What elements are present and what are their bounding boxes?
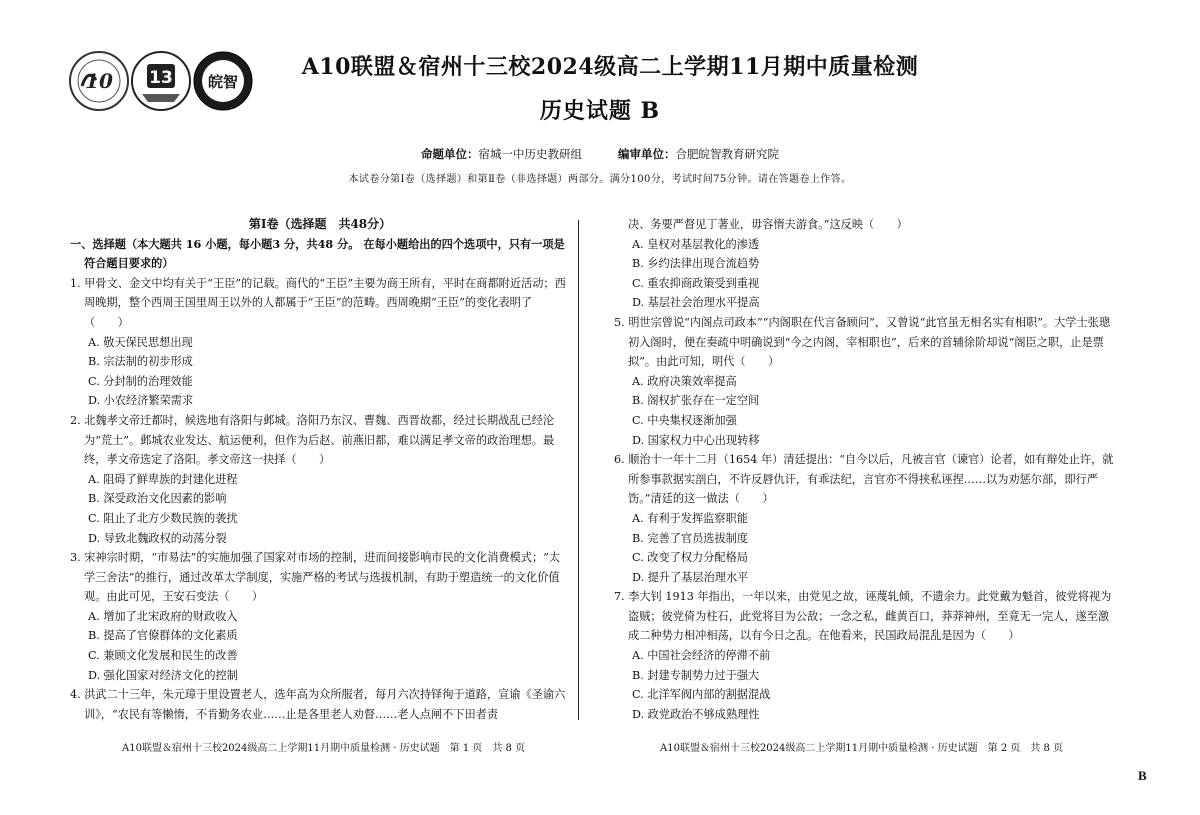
question-3-option-b: B. 提高了官僚群体的文化素质 bbox=[88, 629, 238, 643]
exam-subtitle: 历史试题 B bbox=[539, 98, 661, 124]
question-1-option-c: C. 分封制的治理效能 bbox=[88, 374, 193, 388]
svg-text:10: 10 bbox=[85, 69, 113, 93]
question-2-option-c: C. 阻止了北方少数民族的袭扰 bbox=[88, 511, 238, 525]
exam-instructions: 本试卷分第Ⅰ卷（选择题）和第Ⅱ卷（非选择题）两部分。满分100分，考试时间75分钟。请在答题卷上作答。 bbox=[348, 174, 852, 185]
question-3-option-c: C. 兼顾文化发展和民生的改善 bbox=[88, 649, 238, 663]
question-6-stem: 6. 顺治十一年十二月（1654 年）清廷提出：“自今以后，凡被言官（谏官）论者，如有辩处止许，就所参事款据实剖白，不许反唇仇讦，有乖法纪，言官亦不得挟私诬捏……以为劝惩尔部，即行严饬。”清廷的这一做法（ ） bbox=[614, 453, 1114, 506]
section-heading: 一、选择题（本大题共 16 小题，每小题3 分，共48 分。 在每小题给出的四个选项中，只有一项是符合题目要求的） bbox=[70, 236, 565, 271]
question-2-stem: 2. 北魏孝文帝迁都时，候选地有洛阳与邺城。洛阳乃东汉、曹魏、西晋故都，经过长期战乱已经沦为“荒土”。邺城农业发达、航运便利，但作为后赵、前燕旧都，难以满足孝文帝的政治理想。最终，孝文帝选定了洛阳。孝文帝这一抉择（ ） bbox=[70, 413, 555, 467]
question-5-option-c: C. 中央集权逐渐加强 bbox=[632, 413, 737, 427]
question-1-option-a: A. 敬天保民思想出现 bbox=[88, 335, 193, 349]
question-6-option-c: C. 改变了权力分配格局 bbox=[632, 551, 748, 565]
question-5-stem: 5. 明世宗曾说“内阁点司政本”“内阁职在代言备顾问”，又曾说“此官虽无相名实有相职”。大学士张璁初入阁时，便在奏疏中明确说到“今之内阁，宰相职也”，后来的首辅徐阶却说“阁臣之职，止是票拟”。由此可知，明代（ ） bbox=[614, 315, 1111, 369]
reviewer-label: 编审单位： bbox=[618, 147, 676, 161]
question-4-option-d: D. 基层社会治理水平提高 bbox=[632, 296, 760, 310]
question-1-option-b: B. 宗法制的初步形成 bbox=[88, 355, 193, 369]
question-2-option-b: B. 深受政治文化因素的影响 bbox=[88, 492, 227, 506]
question-3-option-a: A. 增加了北宋政府的财政收入 bbox=[88, 609, 238, 623]
page-2-footer: A10联盟＆宿州十三校2024级高二上学期11月期中质量检测 · 历史试题 第 2 页 共 8 页 bbox=[660, 743, 1064, 754]
page-title: A10联盟＆宿州十三校2024级高二上学期11月期中质量检测 bbox=[301, 54, 919, 80]
question-4-option-b: B. 乡约法律出现合流趋势 bbox=[632, 257, 760, 271]
question-1-stem: 1. 甲骨文、金文中均有关于“王臣”的记载。商代的“王臣”主要为商王所有，平时在商都附近活动；西周晚期，整个西周王国里周王以外的人都属于“王臣”的范畴。西周晚期“王臣”的变化表明了（ ） bbox=[70, 276, 566, 329]
question-5-option-d: D. 国家权力中心出现转移 bbox=[632, 433, 760, 447]
reviewer-name: 合肥皖智教育研究院 bbox=[675, 147, 779, 161]
compiler-name: 宿城一中历史教研组 bbox=[478, 147, 582, 161]
question-1-option-d: D. 小农经济繁荣需求 bbox=[88, 394, 194, 408]
question-4-stem: 4. 洪武二十三年，朱元璋于里设置老人，选年高为众所服者，每月六次持铎徇于道路，宣谕《圣谕六训》，“农民有等懒惰，不肯勤务农业……止是各里老人劝督……老人点闸不下田者责 bbox=[70, 688, 566, 721]
left-column bbox=[70, 215, 570, 724]
question-4-option-c: C. 重农抑商政策受到重视 bbox=[632, 276, 760, 290]
question-6-option-a: A. 有利于发挥监察职能 bbox=[632, 511, 748, 525]
question-4-continuation: 决、务要严督见丁著业，毋容惰夫游食。”这反映（ ） bbox=[628, 218, 908, 231]
compiler-label: 命题单位： bbox=[421, 147, 479, 161]
question-7-option-a: A. 中国社会经济的停滞不前 bbox=[632, 649, 771, 663]
question-4-option-a: A. 皇权对基层教化的渗透 bbox=[632, 237, 760, 251]
logo-wanzhi-text: 皖智 bbox=[207, 73, 239, 91]
question-3-option-d: D. 强化国家对经济文化的控制 bbox=[88, 668, 238, 682]
logo-13-text: 13 bbox=[149, 68, 173, 88]
question-5-option-a: A. 政府决策效率提高 bbox=[632, 374, 737, 388]
question-6-option-b: B. 完善了官员选拔制度 bbox=[632, 531, 749, 545]
question-6-option-d: D. 提升了基层治理水平 bbox=[632, 570, 749, 584]
version-mark: B bbox=[1138, 768, 1147, 783]
question-3-stem: 3. 宋神宗时期，“市易法”的实施加强了国家对市场的控制，进而间接影响市民的文化消费模式；“太学三舍法”的推行，通过改革太学制度，实施严格的考试与选拔机制，有助于塑造统一的文化价值观。由此可见，王安石变法（ ） bbox=[70, 551, 561, 604]
question-2-option-d: D. 导致北魏政权的动荡分裂 bbox=[88, 531, 227, 545]
question-5-option-b: B. 阁权扩张存在一定空间 bbox=[632, 394, 760, 408]
question-2-option-a: A. 阻碍了鲜卑族的封建化进程 bbox=[88, 472, 238, 486]
compiler-line bbox=[0, 146, 1200, 162]
part-heading: 第Ⅰ卷（选择题 共48分） bbox=[248, 217, 392, 231]
question-7-option-b: B. 封建专制势力过于强大 bbox=[632, 668, 760, 682]
column-divider bbox=[578, 220, 579, 720]
question-7-option-d: D. 政党政治不够成熟理性 bbox=[632, 707, 760, 721]
question-7-stem: 7. 李大钊 1913 年指出，一年以来，由党见之故，诬蔑轧倾，不遗余力。此党戴为魁首，彼党将视为盗贼；彼党倚为柱石，此党将目为公敌；一念之私，雌黄百口，莽莽神州，至竟无一完人，遂至激成二种势力相冲相荡，以有今日之乱。在他看来，民国政局混乱是因为（ ） bbox=[614, 590, 1112, 643]
question-7-option-c: C. 北洋军阀内部的割据混战 bbox=[632, 688, 771, 702]
page-1-footer: A10联盟＆宿州十三校2024级高二上学期11月期中质量检测 · 历史试题 第 1 页 共 8 页 bbox=[122, 743, 526, 754]
right-column bbox=[614, 215, 1114, 724]
